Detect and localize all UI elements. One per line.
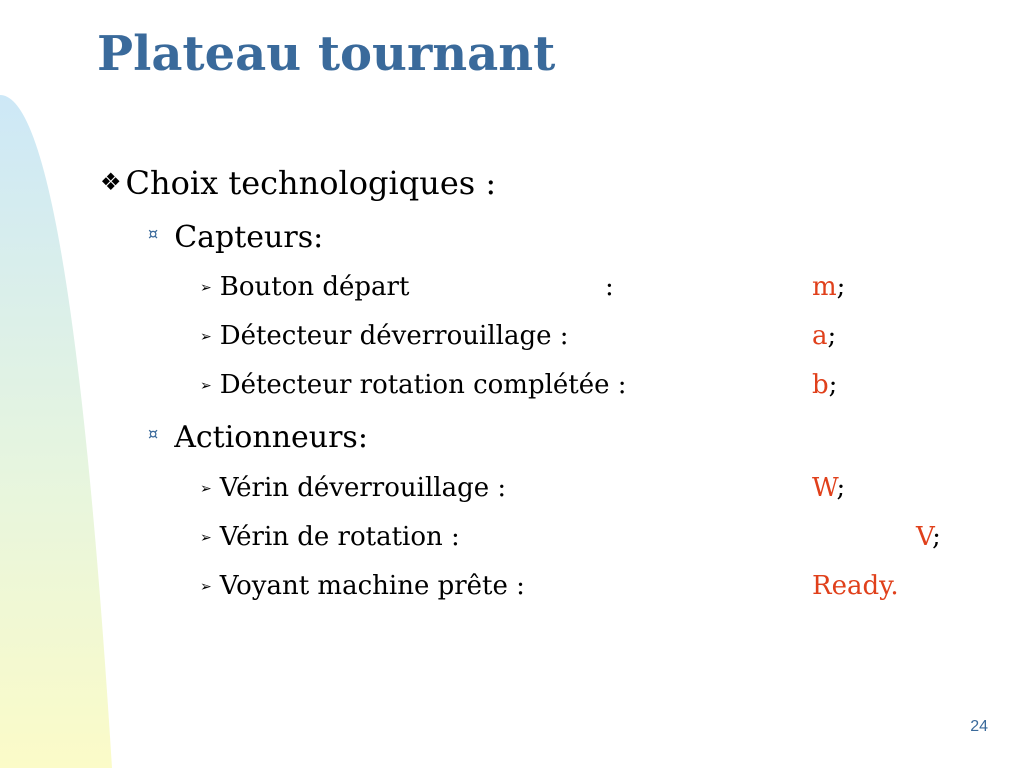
arrow-bullet-icon: ➢ [200,329,212,345]
list-item-detecteur-deverrouillage [200,321,569,351]
list-item-verin-deverrouillage [200,473,506,503]
arrow-bullet-icon: ➢ [200,378,212,394]
item-label: Voyant machine prête : [219,571,525,601]
decorative-left-band [0,0,112,768]
item-label: Détecteur rotation complétée : [219,370,627,400]
item-value: V; [916,522,941,552]
arrow-bullet-icon: ➢ [200,579,212,595]
section-label: Actionneurs: [174,420,368,455]
heading-choix-technologiques [100,164,496,202]
item-value: a; [812,321,837,351]
section-actionneurs [148,420,368,455]
arrow-bullet-icon: ➢ [200,280,212,296]
item-value: W; [812,473,846,503]
slide-title: Plateau tournant [97,26,556,82]
list-item-bouton-depart [200,272,409,302]
heading-text: Choix technologiques : [125,164,497,202]
section-capteurs [148,220,323,255]
list-item-verin-rotation [200,522,460,552]
list-item-detecteur-rotation [200,370,627,400]
item-value: m; [812,272,846,302]
item-label: Bouton départ [219,272,410,302]
list-item-voyant-machine [200,571,525,601]
item-value: Ready. [812,571,899,601]
item-label: Détecteur déverrouillage : [219,321,569,351]
item-value: b; [812,370,838,400]
diamond-bullet-icon: ❖ [100,168,122,196]
page-number: 24 [970,718,988,735]
section-label: Capteurs: [174,220,324,255]
arrow-bullet-icon: ➢ [200,481,212,497]
item-label: Vérin déverrouillage : [219,473,507,503]
item-label: Vérin de rotation : [219,522,460,552]
arrow-bullet-icon: ➢ [200,530,212,546]
item-separator: : [605,272,614,302]
currency-bullet-icon: ¤ [148,424,159,443]
currency-bullet-icon: ¤ [148,224,159,243]
